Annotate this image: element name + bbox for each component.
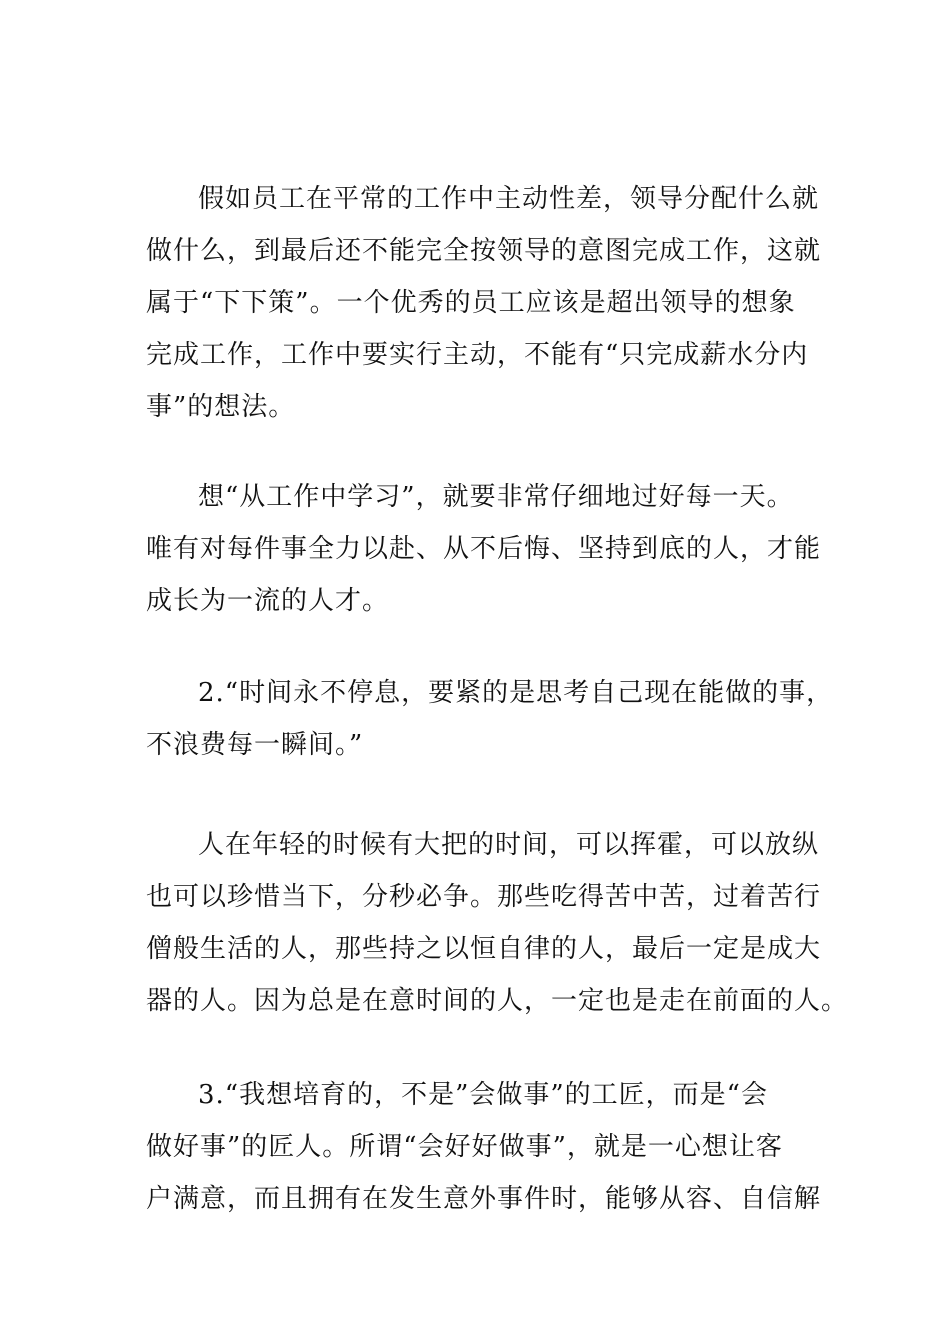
paragraph-quote-3 xyxy=(146,1069,826,1225)
text-line: 户满意，而且拥有在发生意外事件时，能够从容、自信解 xyxy=(146,1184,822,1214)
paragraph-learn-from-work xyxy=(146,471,826,627)
text-line: 成长为一流的人才。 xyxy=(146,586,390,616)
text-line: 事”的想法。 xyxy=(146,392,296,422)
text-line: 想“从工作中学习”，就要非常仔细地过好每一天。 xyxy=(198,482,794,512)
text-line: 属于“下下策”。一个优秀的员工应该是超出领导的想象 xyxy=(146,288,796,318)
text-line: 2.“时间永不停息，要紧的是思考自己现在能做的事， xyxy=(198,678,834,708)
text-line: 假如员工在平常的工作中主动性差，领导分配什么就 xyxy=(198,184,820,214)
paragraph-employee-initiative xyxy=(146,173,826,433)
text-line: 唯有对每件事全力以赴、从不后悔、坚持到底的人，才能 xyxy=(146,534,822,564)
paragraph-quote-2 xyxy=(146,667,834,771)
text-line: 僧般生活的人，那些持之以恒自律的人，最后一定是成大 xyxy=(146,934,822,964)
text-line: 人在年轻的时候有大把的时间，可以挥霍，可以放纵 xyxy=(198,830,820,860)
text-line: 做好事”的匠人。所谓“会好好做事”，就是一心想让客 xyxy=(146,1132,783,1162)
text-line: 器的人。因为总是在意时间的人，一定也是走在前面的人。 xyxy=(146,986,849,1016)
paragraph-time-youth xyxy=(146,819,849,1027)
text-line: 做什么，到最后还不能完全按领导的意图完成工作，这就 xyxy=(146,236,822,266)
text-line: 不浪费每一瞬间。” xyxy=(146,730,364,760)
text-line: 也可以珍惜当下，分秒必争。那些吃得苦中苦，过着苦行 xyxy=(146,882,822,912)
text-line: 3.“我想培育的，不是”会做事”的工匠，而是“会 xyxy=(198,1080,768,1110)
text-line: 完成工作，工作中要实行主动，不能有“只完成薪水分内 xyxy=(146,340,809,370)
